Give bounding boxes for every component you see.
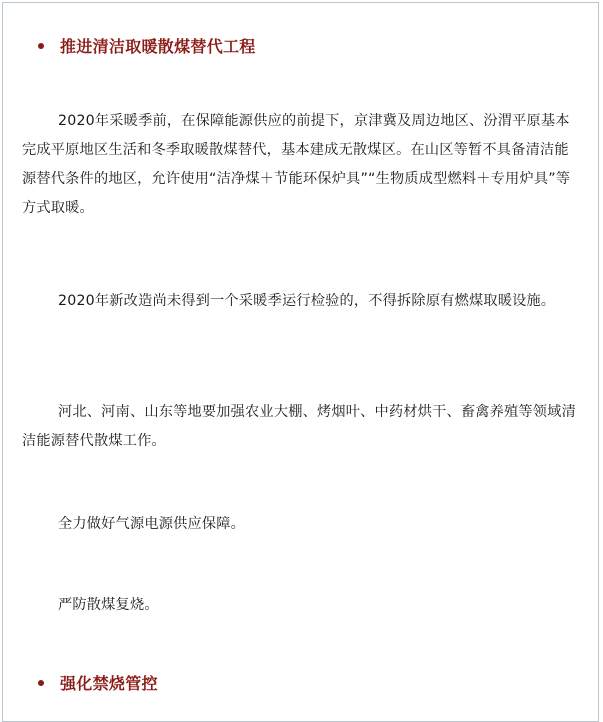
section-heading-text: 推进清洁取暖散煤替代工程: [60, 37, 256, 56]
section-heading-clean-heating: [38, 34, 256, 57]
bullet-dot-icon: [38, 43, 44, 49]
paragraph-agriculture-replacement: 河北、河南、山东等地要加强农业大棚、烤烟叶、中药材烘干、畜禽养殖等领域清洁能源替代散煤工作。: [22, 404, 576, 449]
paragraph-new-renovation: 2020年新改造尚未得到一个采暖季运行检验的，不得拆除原有燃煤取暖设施。: [58, 293, 556, 309]
bullet-dot-icon: [38, 680, 44, 686]
section-heading-text: 强化禁烧管控: [60, 674, 158, 693]
section-heading-burn-ban: [38, 671, 158, 694]
paragraph-prevent-reburn: 严防散煤复烧。: [58, 597, 159, 613]
paragraph-supply-guarantee: 全力做好气源电源供应保障。: [58, 516, 246, 532]
paragraph-heating-season: 2020年采暖季前，在保障能源供应的前提下，京津冀及周边地区、汾渭平原基本完成平原地区生活和冬季取暖散煤替代，基本建成无散煤区。在山区等暂不具备清洁能源替代条件的地区，允许使用“洁净煤＋节能环保炉具”“生物质成型燃料＋专用炉具”等方式取暖。: [22, 113, 571, 216]
